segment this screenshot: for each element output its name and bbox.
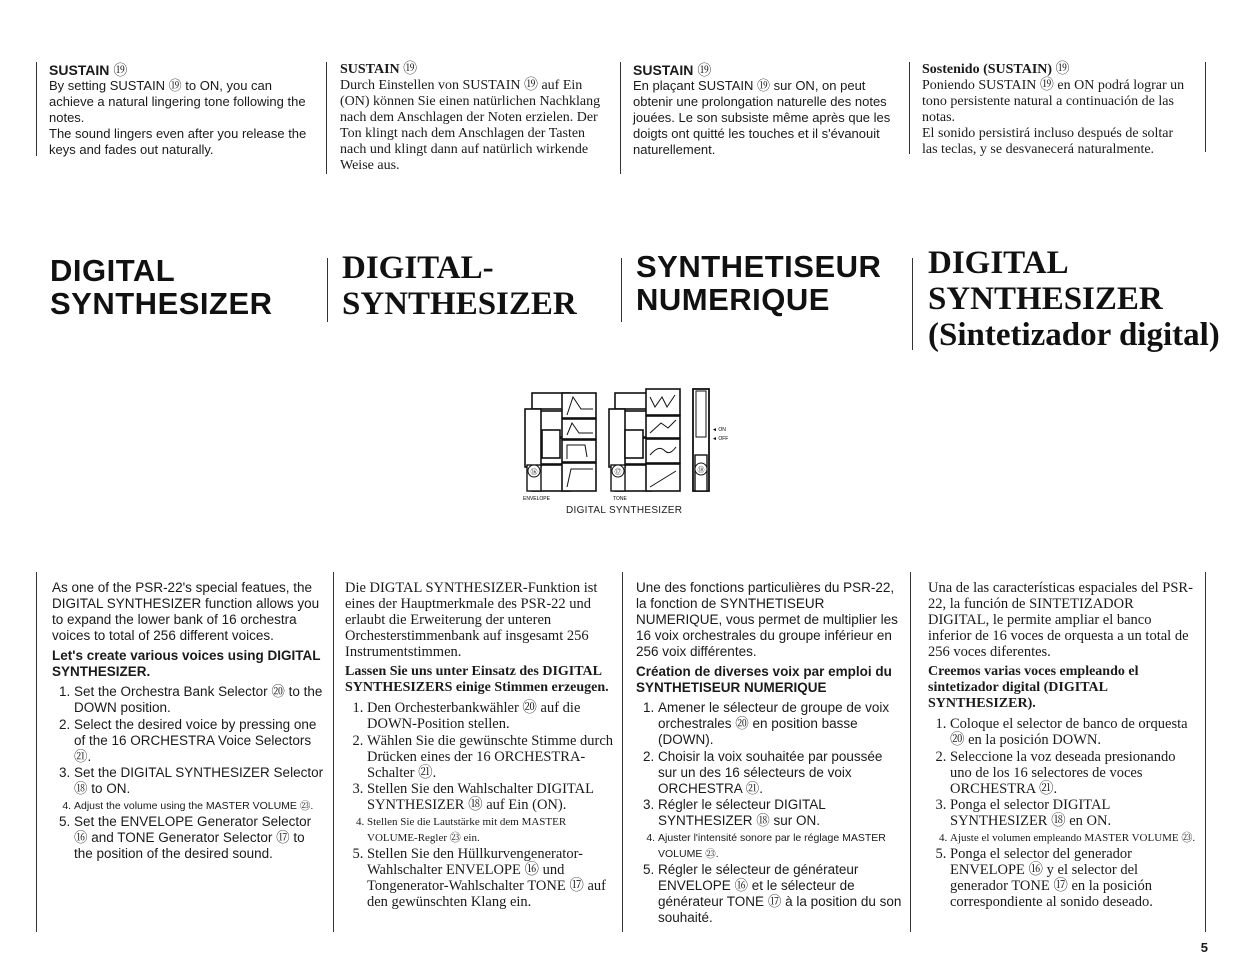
tone-wave-box (646, 416, 680, 438)
column-rule (36, 572, 37, 932)
sustain-heading: SUSTAIN ⑲ (49, 62, 128, 78)
tone-wave-box (646, 464, 680, 491)
steps-list (345, 700, 615, 910)
column-rule (36, 62, 37, 156)
tone-wave-box (646, 439, 680, 463)
sustain-text: By setting SUSTAIN ⑲ to ON, you can achieve a natural lingering tone following the notes. (49, 78, 306, 125)
step-item: 3. Régler le sélecteur DIGITAL SYNTHESIZER ⑱ sur ON. (658, 797, 902, 829)
title-es: DIGITAL SYNTHESIZER (Sintetizador digital) (928, 245, 1220, 353)
column-rule (909, 62, 910, 154)
sustain-text: El sonido persistirá incluso después de soltar las teclas, y se desvanecerá naturalmente. (922, 126, 1174, 157)
page-number: 5 (1200, 940, 1208, 955)
tone-ref-label: ⑰ (614, 469, 622, 476)
digital-synth-switch (693, 389, 728, 491)
subheading: Creemos varias voces empleando el sintetizador digital (DIGITAL SYNTHESIZER). (928, 664, 1139, 711)
step-item: 4. Adjust the volume using the MASTER VOLUME ㉓. (74, 798, 324, 814)
sustain-section-en (49, 62, 315, 158)
title-en: DIGITAL SYNTHESIZER (50, 253, 273, 321)
sustain-text: En plaçant SUSTAIN ⑲ sur ON, on peut obtenir une prolongation naturelle des notes jouées. Le son subsiste même après que les doigts ont quitté les touches et il s'évanouit naturellement. (633, 78, 891, 157)
column-rule (327, 258, 328, 322)
step-item: 5. Set the ENVELOPE Generator Selector ⑯ and TONE Generator Selector ⑰ to the position of the desired sound. (74, 814, 324, 862)
envelope-wave-box (562, 419, 596, 439)
sustain-text: Durch Einstellen von SUSTAIN ⑲ auf Ein (ON) können Sie einen natürlichen Nachklang nach dem Anschlagen der Noten erzielen. Der Ton klingt nach dem Anschlagen der Tasten nach und klingt dann auf natürlich wirkende Weise aus. (340, 78, 601, 173)
switch-ref-label: ⑱ (697, 467, 705, 474)
step-item: 1. Den Orchesterbankwähler ⑳ auf die DOWN-Position stellen. (367, 700, 615, 732)
diagram-caption: DIGITAL SYNTHESIZER (566, 505, 683, 516)
column-rule (620, 62, 621, 174)
envelope-label: ENVELOPE (523, 496, 550, 502)
on-label: ◄ ON (712, 427, 726, 433)
tone-label: TONE (613, 496, 627, 502)
column-rule (1205, 62, 1206, 152)
column-rule (912, 258, 913, 350)
sustain-section-de (340, 62, 610, 174)
intro-text: Die DIGTAL SYNTHESIZER-Funktion ist eines der Hauptmerkmale des PSR-22 und erlaubt die Erweiterung der unteren Orchesterstimmenbank auf insgesamt 256 Instrumentstimmen. (345, 580, 598, 660)
step-item: 3. Set the DIGITAL SYNTHESIZER Selector ⑱ to ON. (74, 765, 324, 797)
step-item: 2. Choisir la voix souhaitée par poussée sur un des 16 sélecteurs de voix ORCHESTRA ㉑. (658, 749, 902, 797)
tone-selector-group (609, 389, 680, 502)
column-rule (910, 572, 911, 932)
column-rule (622, 572, 623, 932)
intro-text: Une des fonctions particulières du PSR-22, la fonction de SYNTHETISEUR NUMERIQUE, vous permet de multiplier les 16 voix orchestrales du groupe inférieur en 256 voix différentes. (636, 580, 898, 659)
column-rule (333, 572, 334, 932)
step-item: 2. Seleccione la voz deseada presionando uno de los 16 selectores de voces ORCHESTRA ㉑. (950, 749, 1198, 797)
off-label: ◄ OFF (712, 436, 729, 442)
content-es (928, 580, 1198, 911)
step-item: 1. Amener le sélecteur de groupe de voix orchestrales ⑳ en position basse (DOWN). (658, 700, 902, 748)
title-de: DIGITAL- SYNTHESIZER (342, 250, 577, 322)
sustain-text: Poniendo SUSTAIN ⑲ en ON podrá lograr un tono persistente natural a continuación de las notas. (922, 78, 1185, 125)
intro-text: As one of the PSR-22's special featues, the DIGITAL SYNTHESIZER function allows you to expand the lower bank of 16 orchestra voices to total of 256 different voices. (52, 580, 320, 643)
step-item: 3. Ponga el selector DIGITAL SYNTHESIZER ⑱ en ON. (950, 797, 1198, 829)
subheading: Lassen Sie uns unter Einsatz des DIGITAL SYNTHESIZERS einige Stimmen erzeugen. (345, 664, 609, 695)
steps-list (928, 716, 1198, 910)
content-en (52, 580, 324, 863)
sustain-heading: Sostenido (SUSTAIN) ⑲ (922, 62, 1070, 77)
step-item: 1. Coloque el selector de banco de orquesta ⑳ en la posición DOWN. (950, 716, 1198, 748)
step-item: 5. Régler le sélecteur de générateur ENVELOPE ⑯ et le sélecteur de générateur TONE ⑰ à la position du son souhaité. (658, 862, 902, 926)
content-de (345, 580, 615, 911)
column-rule (326, 62, 327, 174)
sustain-section-es (922, 62, 1192, 158)
envelope-ref-label: ⑯ (530, 469, 538, 476)
tone-wave-box (646, 389, 680, 415)
step-item: 4. Stellen Sie die Lautstärke mit dem MASTER VOLUME-Regler ㉓ ein. (367, 814, 615, 846)
step-item: 4. Ajuster l'intensité sonore par le réglage MASTER VOLUME ㉓. (658, 830, 902, 862)
step-item: 5. Stellen Sie den Hüllkurvengenerator-Wahlschalter ENVELOPE ⑯ und Tongenerator-Wahlschalter TONE ⑰ auf den gewünschten Klang ein. (367, 846, 615, 910)
column-rule (1205, 572, 1206, 932)
sustain-heading: SUSTAIN ⑲ (633, 62, 712, 78)
envelope-selector-group (523, 393, 596, 502)
step-item: 5. Ponga el selector del generador ENVELOPE ⑯ y el selector del generador TONE ⑰ en la posición correspondiente al sonido deseado. (950, 846, 1198, 910)
step-item: 2. Select the desired voice by pressing one of the 16 ORCHESTRA Voice Selectors ㉑. (74, 717, 324, 765)
content-fr (636, 580, 902, 927)
subheading: Let's create various voices using DIGITAL SYNTHESIZER. (52, 648, 321, 679)
subheading: Création de diverses voix par emploi du SYNTHETISEUR NUMERIQUE (636, 664, 892, 695)
sustain-heading: SUSTAIN ⑲ (340, 62, 418, 77)
synthesizer-panel-diagram (515, 385, 775, 515)
step-item: 2. Wählen Sie die gewünschte Stimme durch Drücken eines der 16 ORCHESTRA-Schalter ㉑. (367, 733, 615, 781)
step-item: 4. Ajuste el volumen empleando MASTER VOLUME ㉓. (950, 830, 1198, 846)
title-fr: SYNTHETISEUR NUMERIQUE (636, 249, 882, 317)
intro-text: Una de las características espaciales del PSR-22, la función de SINTETIZADOR DIGITAL, le permite ampliar el banco inferior de 16 voces de orquesta a un total de 256 voces diferentes. (928, 580, 1193, 660)
step-item: 3. Stellen Sie den Wahlschalter DIGITAL SYNTHESIZER ⑱ auf Ein (ON). (367, 781, 615, 813)
step-item: 1. Set the Orchestra Bank Selector ⑳ to the DOWN position. (74, 684, 324, 716)
column-rule (621, 258, 622, 322)
steps-list (52, 684, 324, 862)
steps-list (636, 700, 902, 926)
sustain-section-fr (633, 62, 901, 158)
sustain-text: The sound lingers even after you release the keys and fades out naturally. (49, 126, 307, 157)
